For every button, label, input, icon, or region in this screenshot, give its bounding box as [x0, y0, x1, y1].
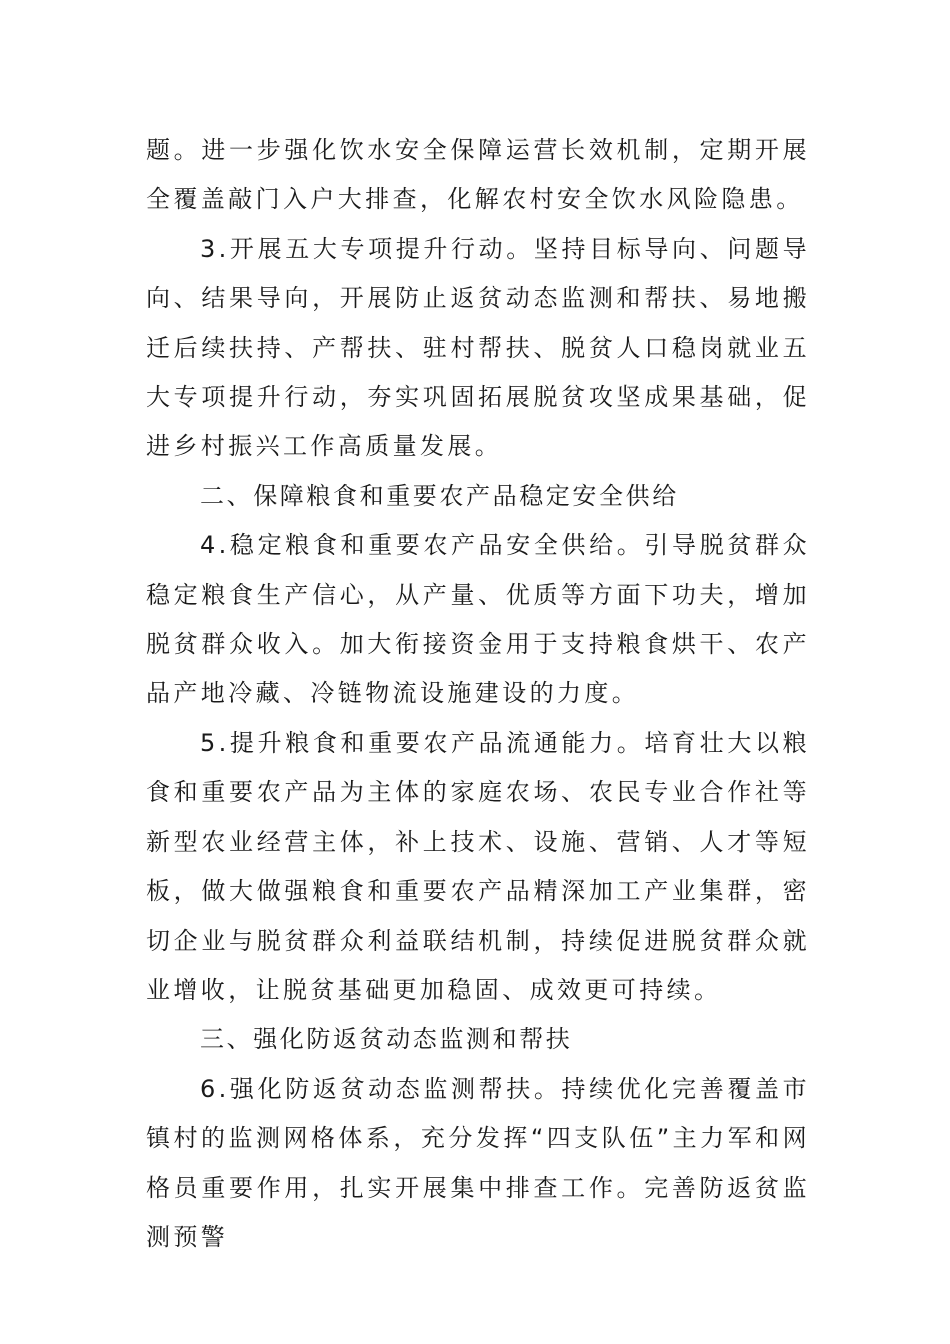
- document-body: [146, 126, 810, 1262]
- paragraph-item-4: 4.稳定粮食和重要农产品安全供给。引导脱贫群众稳定粮食生产信心，从产量、优质等方面下功夫，增加脱贫群众收入。加大衔接资金用于支持粮食烘干、农产品产地冷藏、冷链物流设施建设的力度。: [146, 531, 810, 708]
- section-heading-2: 二、保障粮食和重要农产品稳定安全供给: [200, 481, 679, 510]
- section-heading-3: 三、强化防返贫动态监测和帮扶: [200, 1025, 573, 1054]
- paragraph-item-3: 3.开展五大专项提升行动。坚持目标导向、问题导向、结果导向，开展防止返贫动态监测和帮扶、易地搬迁后续扶持、产帮扶、驻村帮扶、脱贫人口稳岗就业五大专项提升行动，夯实巩固拓展脱贫攻坚成果基础，促进乡村振兴工作高质量发展。: [146, 234, 810, 461]
- paragraph-continuation: 题。进一步强化饮水安全保障运营长效机制，定期开展全覆盖敲门入户大排查，化解农村安全饮水风险隐患。: [146, 136, 810, 214]
- paragraph-item-6: 6.强化防返贫动态监测帮扶。持续优化完善覆盖市镇村的监测网格体系，充分发挥“四支队伍”主力军和网格员重要作用，扎实开展集中排查工作。完善防返贫监测预警: [146, 1074, 810, 1251]
- paragraph-item-5: 5.提升粮食和重要农产品流通能力。培育壮大以粮食和重要农产品为主体的家庭农场、农民专业合作社等新型农业经营主体，补上技术、设施、营销、人才等短板，做大做强粮食和重要农产品精深加工产业集群，密切企业与脱贫群众利益联结机制，持续促进脱贫群众就业增收，让脱贫基础更加稳固、成效更可持续。: [146, 728, 810, 1004]
